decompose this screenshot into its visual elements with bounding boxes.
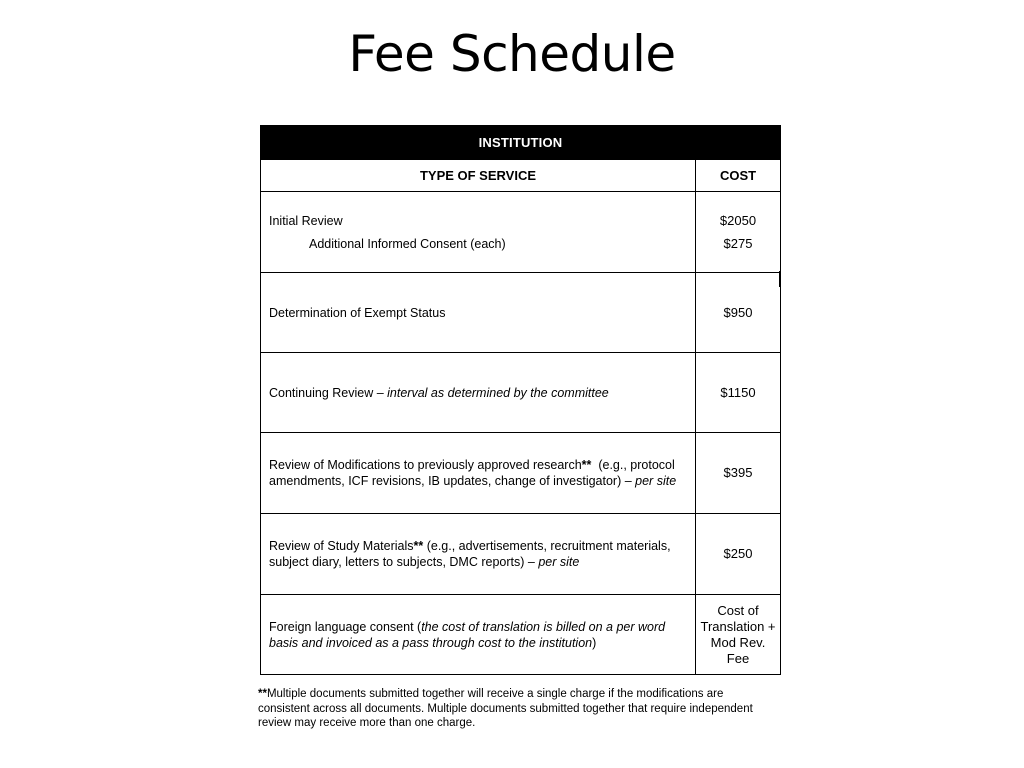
- table-row: [261, 433, 781, 514]
- service-label: Review of Study Materials: [269, 539, 414, 553]
- service-detail: (e.g., protocol amendments, ICF revisions, IB updates, change of investigator) –: [269, 458, 679, 488]
- table-row: [261, 192, 781, 273]
- service-label: Foreign language consent (: [269, 619, 422, 634]
- footnote: [258, 687, 778, 731]
- cost-line: Mod Rev.: [710, 634, 766, 650]
- cost-line: Cost of: [717, 602, 759, 618]
- table-row: [261, 595, 781, 675]
- cost-value: $2050: [719, 212, 757, 228]
- table-row: [261, 273, 781, 353]
- service-cell: [261, 353, 696, 433]
- cost-line: Translation +: [700, 618, 776, 634]
- service-label: Review of Modifications to previously approved research: [269, 458, 582, 472]
- service-cell: [261, 433, 696, 514]
- cost-value: $1150: [696, 353, 781, 433]
- service-note: the cost of translation is billed on a per word basis and invoiced as a pass through cost to the institution: [269, 619, 666, 650]
- border-tick: [779, 271, 781, 287]
- cost-cell: [696, 192, 781, 273]
- service-label: Continuing Review –: [269, 385, 388, 400]
- footnote-marker: **: [581, 458, 592, 472]
- sub-cost-value: $275: [723, 235, 753, 251]
- cost-value: $250: [696, 514, 781, 595]
- service-note: interval as determined by the committee: [387, 385, 609, 400]
- table-row: [261, 353, 781, 433]
- fee-table: [260, 125, 781, 675]
- cost-value: $950: [696, 273, 781, 353]
- footnote-marker: **: [413, 539, 424, 553]
- sub-service-label: Additional Informed Consent (each): [309, 236, 506, 251]
- service-cell: [261, 595, 696, 675]
- service-label: Determination of Exempt Status: [269, 305, 446, 320]
- service-note: per site: [538, 555, 580, 569]
- cost-line: Fee: [726, 650, 750, 666]
- section-header: INSTITUTION: [261, 126, 781, 160]
- service-cell: [261, 514, 696, 595]
- column-header-cost: COST: [696, 160, 781, 192]
- footnote-text: Multiple documents submitted together will receive a single charge if the modifications are consistent across all documents. Multiple documents submitted together that require independent review may receive more than one charge.: [258, 688, 753, 729]
- service-label: Initial Review: [269, 213, 343, 228]
- cost-value: $395: [696, 433, 781, 514]
- column-header-service: TYPE OF SERVICE: [261, 160, 696, 192]
- service-end: ): [592, 635, 597, 650]
- page-title: Fee Schedule: [348, 25, 676, 83]
- service-cell: [261, 192, 696, 273]
- service-cell: [261, 273, 696, 353]
- table-row: [261, 514, 781, 595]
- service-detail: (e.g., advertisements, recruitment materials, subject diary, letters to subjects, DMC reports) –: [269, 539, 675, 569]
- service-note: per site: [635, 474, 677, 488]
- footnote-marker: **: [258, 688, 267, 700]
- cost-cell: [696, 595, 781, 675]
